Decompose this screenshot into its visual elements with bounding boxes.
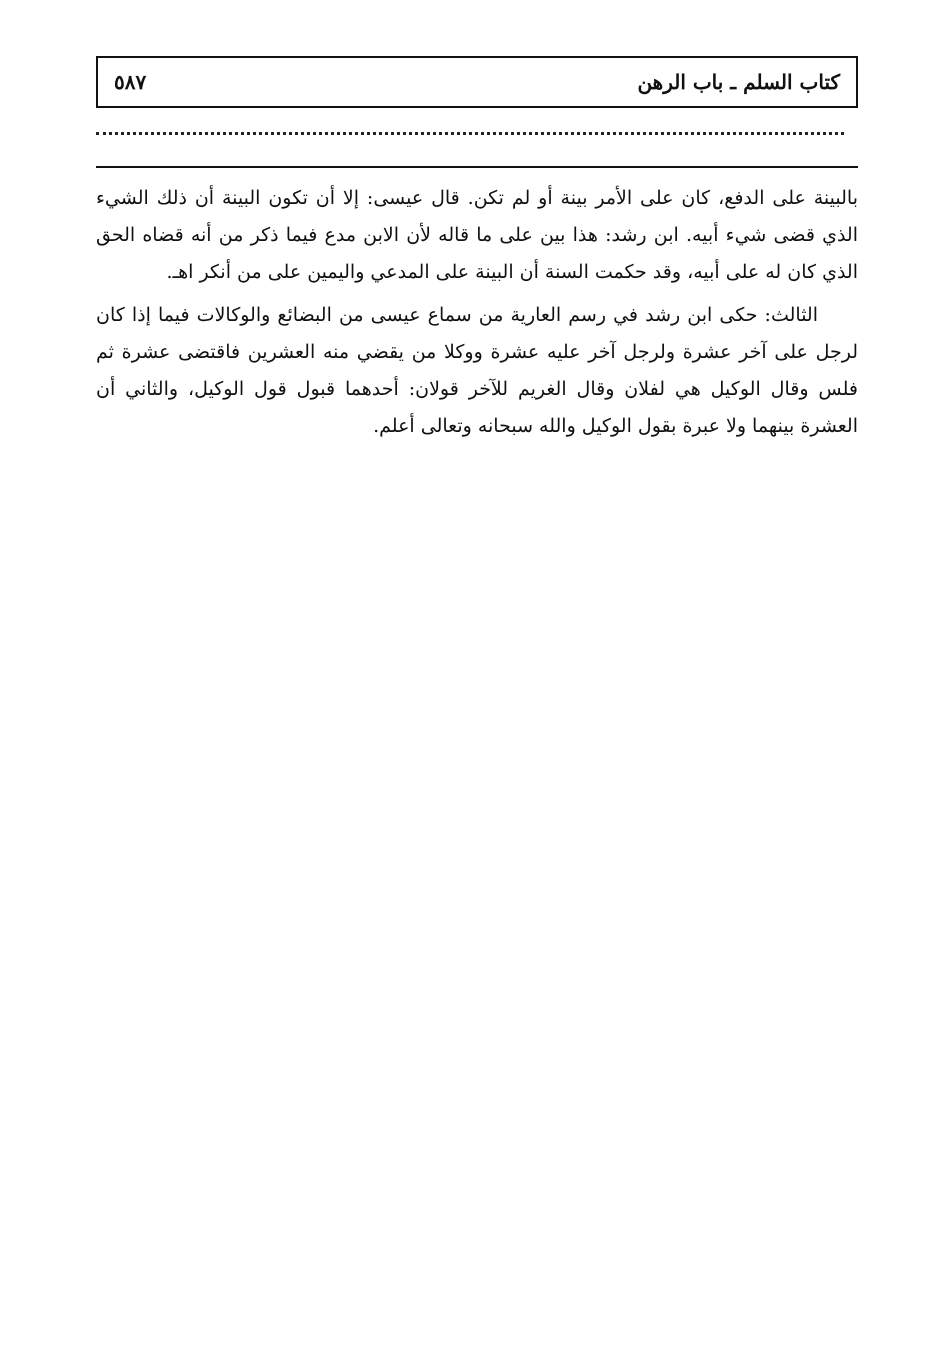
page-number: ٥٨٧ <box>114 70 147 94</box>
paragraph: بالبينة على الدفع، كان على الأمر بينة أو لم تكن. قال عيسى: إلا أن تكون البينة أن ذلك الشيء الذي قضى شيء أبيه. ابن رشد: هذا بين على ما قاله لأن الابن مدع فيما ذكر من أنه قضاه الحق الذي كان له على أبيه، وقد حكمت السنة أن البينة على المدعي واليمين على من أنكر اهـ. <box>96 187 858 283</box>
header-title: كتاب السلم ـ باب الرهن <box>637 70 840 94</box>
body-text <box>96 180 858 451</box>
horizontal-rule <box>96 166 858 168</box>
running-header <box>96 56 858 108</box>
paragraph: الثالث: حكى ابن رشد في رسم العارية من سماع عيسى من البضائع والوكالات فيما إذا كان لرجل على آخر عشرة ولرجل آخر عليه عشرة ووكلا من يقضي منه العشرين فاقتضى عشرة ثم فلس وقال الوكيل هي لفلان وقال الغريم للآخر قولان: أحدهما قبول قول الوكيل، والثاني أن العشرة بينهما ولا عبرة بقول الوكيل والله سبحانه وتعالى أعلم. <box>96 304 858 437</box>
dotted-separator <box>96 132 844 135</box>
